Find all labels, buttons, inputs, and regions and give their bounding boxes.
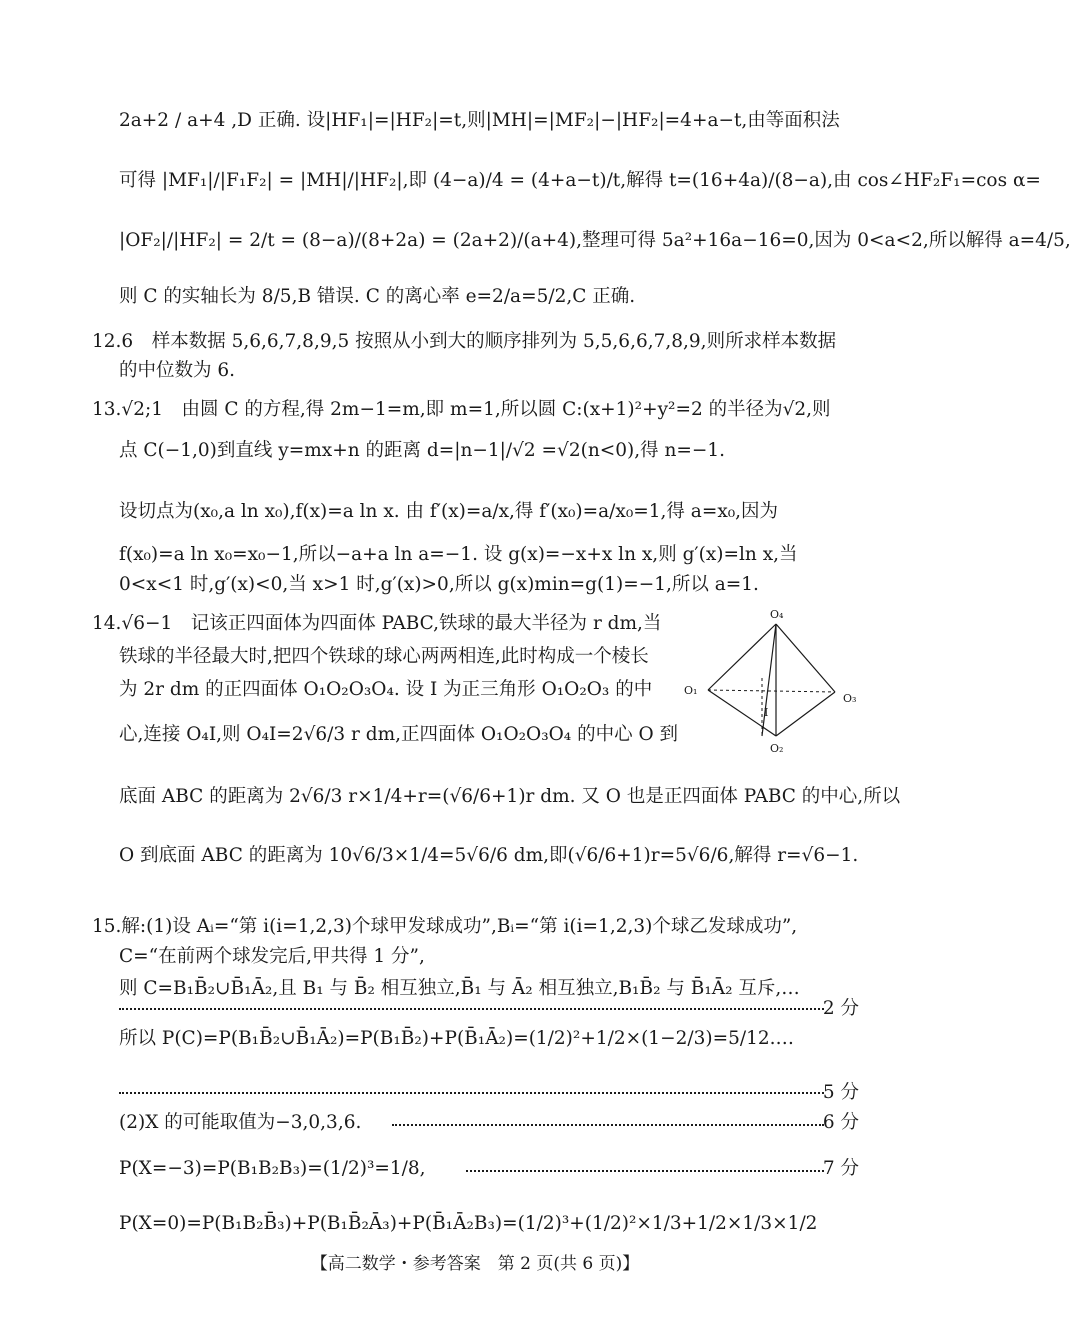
q13-line-3: 设切点为(x₀,a ln x₀),f(x)=a ln x. 由 f′(x)=a/x,得 f′(x₀)=a/x₀=1,得 a=x₀,因为 [119, 501, 779, 522]
q15-line-4: 所以 P(C)=P(B₁B̄₂∪B̄₁Ā₂)=P(B₁B̄₂)+P(B̄₁Ā₂)=(1/2)²+1/2×(1−2/3)=5/12.… [119, 1028, 794, 1049]
dot-leader [119, 1092, 824, 1094]
label-o2: O₂ [770, 742, 784, 755]
q13-line-4: f(x₀)=a ln x₀=x₀−1,所以−a+a ln a=−1. 设 g(x)=−x+x ln x,则 g′(x)=ln x,当 [119, 544, 798, 565]
line-1: 2a+2 / a+4 ,D 正确. 设|HF₁|=|HF₂|=t,则|MH|=|MF₂|−|HF₂|=4+a−t,由等面积法 [119, 110, 840, 131]
q14-line-6: O 到底面 ABC 的距离为 10√6/3×1/4=5√6/6 dm,即(√6/6+1)r=5√6/6,解得 r=√6−1. [119, 845, 859, 866]
q13-line-2: 点 C(−1,0)到直线 y=mx+n 的距离 d=|n−1|/√2 =√2(n<0),得 n=−1. [119, 440, 726, 461]
tetrahedron-figure [680, 606, 870, 756]
score-2: 2 分 [822, 998, 859, 1019]
q15-line-6: P(X=−3)=P(B₁B₂B₃)=(1/2)³=1/8, [119, 1158, 426, 1179]
score-5: 5 分 [822, 1082, 859, 1103]
dot-leader [119, 1008, 824, 1010]
line-3: |OF₂|/|HF₂| = 2/t = (8−a)/(8+2a) = (2a+2)/(a+4),整理可得 5a²+16a−16=0,因为 0<a<2,所以解得 a=4/5, [119, 230, 1071, 251]
q15-line-2: C=“在前两个球发完后,甲共得 1 分”, [119, 946, 425, 967]
q15-line-7: P(X=0)=P(B₁B₂B̄₃)+P(B₁B̄₂Ā₃)+P(B̄₁Ā₂B₃)=(1/2)³+(1/2)²×1/3+1/2×1/3×1/2 [119, 1213, 818, 1234]
q14-line-2: 铁球的半径最大时,把四个铁球的球心两两相连,此时构成一个棱长 [119, 646, 649, 667]
page-footer: 【高二数学・参考答案 第 2 页(共 6 页)】 [310, 1254, 640, 1274]
q13-line-1: 13.√2;1 由圆 C 的方程,得 2m−1=m,即 m=1,所以圆 C:(x+1)²+y²=2 的半径为√2,则 [92, 399, 831, 420]
score-6: 6 分 [822, 1112, 859, 1133]
dot-leader [392, 1124, 824, 1126]
label-o4: O₄ [770, 608, 784, 621]
q12-line-1: 12.6 样本数据 5,6,6,7,8,9,5 按照从小到大的顺序排列为 5,5,6,6,7,8,9,则所求样本数据 [92, 331, 837, 352]
q14-line-1: 14.√6−1 记该正四面体为四面体 PABC,铁球的最大半径为 r dm,当 [92, 613, 662, 634]
label-o1: O₁ [684, 684, 698, 697]
q14-line-3: 为 2r dm 的正四面体 O₁O₂O₃O₄. 设 I 为正三角形 O₁O₂O₃ 的中 [119, 679, 653, 700]
line-2: 可得 |MF₁|/|F₁F₂| = |MH|/|HF₂|,即 (4−a)/4 = (4+a−t)/t,解得 t=(16+4a)/(8−a),由 cos∠HF₂F₁=cos α= [119, 170, 1041, 191]
q13-line-5: 0<x<1 时,g′(x)<0,当 x>1 时,g′(x)>0,所以 g(x)min=g(1)=−1,所以 a=1. [119, 574, 759, 595]
q12-line-2: 的中位数为 6. [119, 360, 236, 381]
q15-line-5: (2)X 的可能取值为−3,0,3,6. [119, 1112, 362, 1133]
line-4: 则 C 的实轴长为 8/5,B 错误. C 的离心率 e=2/a=5/2,C 正确. [119, 286, 636, 307]
dot-leader [466, 1170, 824, 1172]
label-i: I [764, 706, 769, 719]
q14-line-5: 底面 ABC 的距离为 2√6/3 r×1/4+r=(√6/6+1)r dm. 又 O 也是正四面体 PABC 的中心,所以 [119, 786, 901, 807]
label-o3: O₃ [843, 692, 857, 705]
q15-line-1: 15.解:(1)设 Aᵢ=“第 i(i=1,2,3)个球甲发球成功”,Bᵢ=“第 i(i=1,2,3)个球乙发球成功”, [92, 916, 798, 937]
q15-line-3: 则 C=B₁B̄₂∪B̄₁Ā₂,且 B₁ 与 B̄₂ 相互独立,B̄₁ 与 Ā₂ 相互独立,B₁B̄₂ 与 B̄₁Ā₂ 互斥,… [119, 978, 800, 999]
q14-line-4: 心,连接 O₄I,则 O₄I=2√6/3 r dm,正四面体 O₁O₂O₃O₄ 的中心 O 到 [119, 724, 679, 745]
score-7: 7 分 [822, 1158, 859, 1179]
